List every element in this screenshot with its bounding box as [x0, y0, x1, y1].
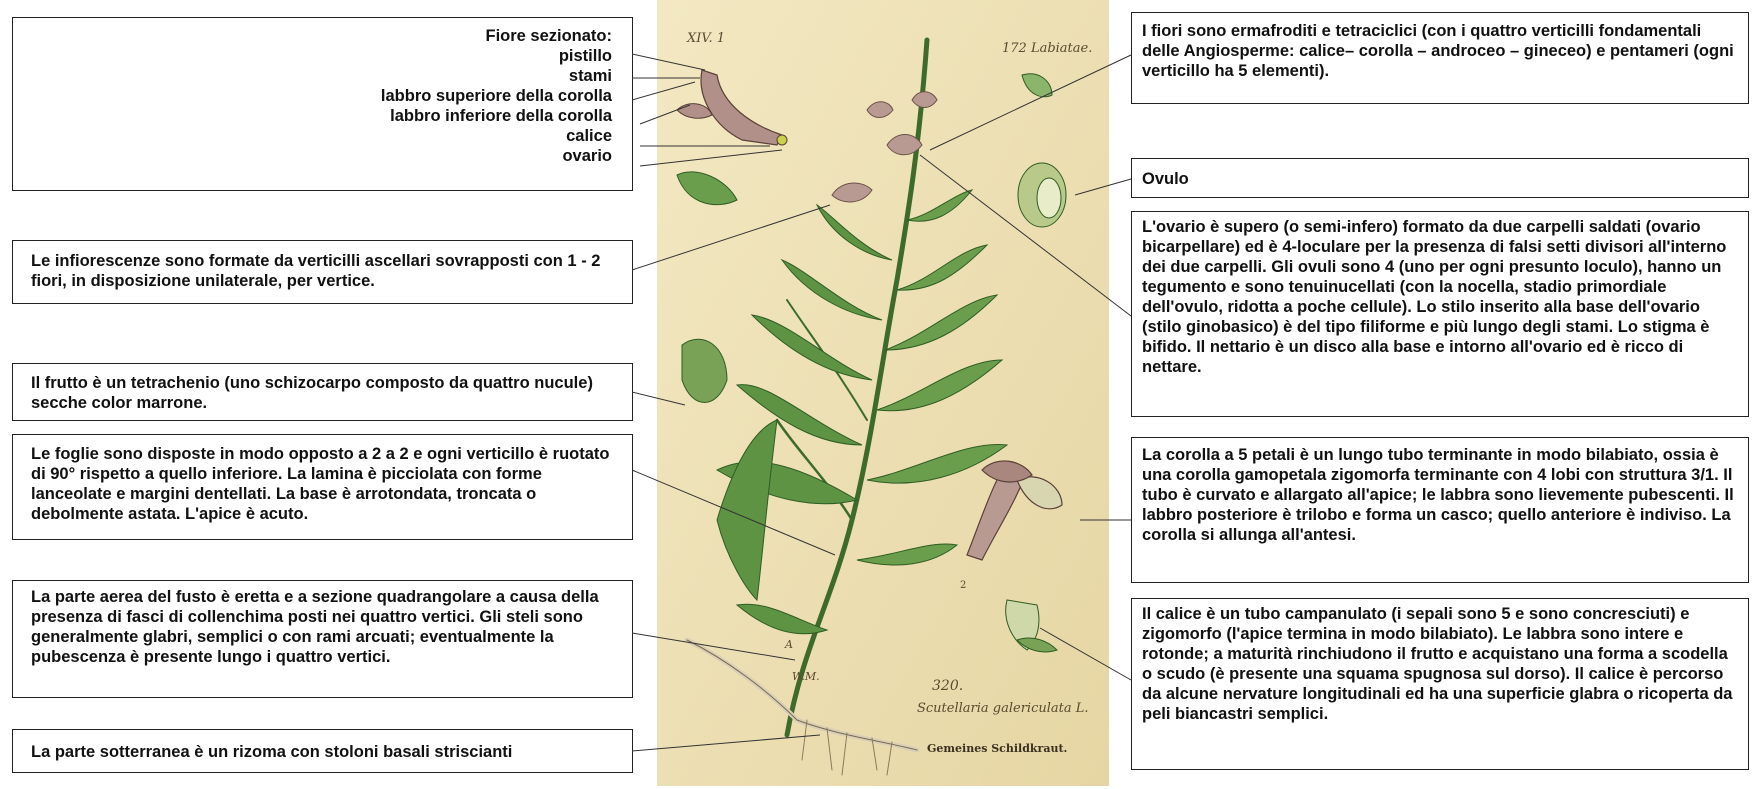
ovule-box: [1131, 158, 1749, 198]
flowers-text: I fiori sono ermafroditi e tetraciclici (con i quattro verticilli fondamentali delle Angiosperme: calice– corolla – androceo – gineceo) e pentameri (ogni verticillo ha 5 elementi).: [1142, 22, 1734, 80]
plate-fig-a: A: [785, 638, 793, 651]
flower-section-title: Fiore sezionato:: [485, 27, 612, 45]
calyx-box: [1131, 598, 1749, 770]
plate-family: 172 Labiatae.: [1002, 41, 1093, 56]
fruit-box: [12, 363, 633, 421]
label-labbro-superiore: labbro superiore della corolla: [380, 87, 612, 105]
fruit-text: Il frutto è un tetrachenio (uno schizocarpo composto da quattro nucule) secche color marrone.: [31, 374, 593, 412]
leaves-text: Le foglie sono disposte in modo opposto a 2 a 2 e ogni verticillo è ruotato di 90° rispetto a quello inferiore. La lamina è picciolata con forme lanceolate e margini dentellati. La base è arrotondata, troncata o debolmente astata. L'apice è acuto.: [31, 445, 610, 523]
rhizome-text: La parte sotterranea è un rizoma con stoloni basali striscianti: [31, 743, 513, 761]
ovule-text: Ovulo: [1142, 170, 1189, 188]
stem-text: La parte aerea del fusto è eretta e a sezione quadrangolare a causa della presenza di fasci di collenchima posti nei quattro vertici. Gli steli sono generalmente glabri, semplici o con rami arcuati; eventualmente la pubescenza è presente lungo i quattro vertici.: [31, 588, 599, 666]
plate-initials: W.M.: [792, 670, 820, 683]
plate-number-bottom: 320.: [932, 678, 964, 694]
flower-section-box: [12, 17, 633, 191]
label-stami: stami: [568, 67, 612, 85]
label-ovario: ovario: [562, 147, 612, 165]
label-calice: calice: [566, 127, 612, 145]
label-labbro-inferiore: labbro inferiore della corolla: [390, 107, 612, 125]
plate-species: Scutellaria galericulata L.: [917, 701, 1089, 716]
corolla-text: La corolla a 5 petali è un lungo tubo terminante in modo bilabiato, ossia è una corolla gamopetala zigomorfa terminante con 4 lobi con struttura 3/1. Il tubo è curvato e allargato all'apice; le labbra sono lievemente pubescenti. Il labbro posteriore è trilobo e forma un casco; quello anteriore è indiviso. La corolla si allunga all'antesi.: [1142, 446, 1734, 544]
stem-box: [12, 580, 633, 698]
inflorescence-box: [12, 240, 633, 304]
plate-number-top: XIV. 1: [687, 31, 726, 46]
botanical-plate: [657, 0, 1109, 786]
plate-common-name: Gemeines Schildkraut.: [927, 742, 1068, 755]
flowers-box: [1131, 12, 1749, 104]
rhizome-box: [12, 729, 633, 773]
corolla-box: [1131, 437, 1749, 583]
label-pistillo: pistillo: [558, 47, 612, 65]
ovary-box: [1131, 211, 1749, 417]
calyx-text: Il calice è un tubo campanulato (i sepali sono 5 e sono concresciuti) e zigomorfo (l'apice termina in modo bilabiato). Le labbra sono intere e rotonde; a maturità rinchiudono il frutto e acquistano una forma a scodella o scudo (è presente una squama spugnosa sul dorso). Il calice è percorso da alcune nervature longitudinali ed ha una superficie glabra o ricoperta da peli biancastri semplici.: [1142, 605, 1733, 723]
plate-fig-2: 2: [960, 580, 967, 591]
leaves-box: [12, 434, 633, 540]
inflorescence-text: Le infiorescenze sono formate da verticilli ascellari sovrapposti con 1 - 2 fiori, in disposizione unilaterale, per vertice.: [31, 252, 601, 290]
ovary-text: L'ovario è supero (o semi-infero) formato da due carpelli saldati (ovario bicarpellare) ed è 4-loculare per la presenza di falsi setti divisori all'interno dei due carpelli. Gli ovuli sono 4 (uno per ogni presunto loculo), hanno un tegumento e sono tenuinucellati (con la nocella, stadio primordiale dell'ovulo, ridotta a poche cellule). Lo stilo inserito alla base dell'ovario (stilo ginobasico) è del tipo filiforme e più lungo degli stami. Lo stigma è bifido. Il nettario è un disco alla base e intorno all'ovario ed è ricco di nettare.: [1142, 218, 1727, 376]
